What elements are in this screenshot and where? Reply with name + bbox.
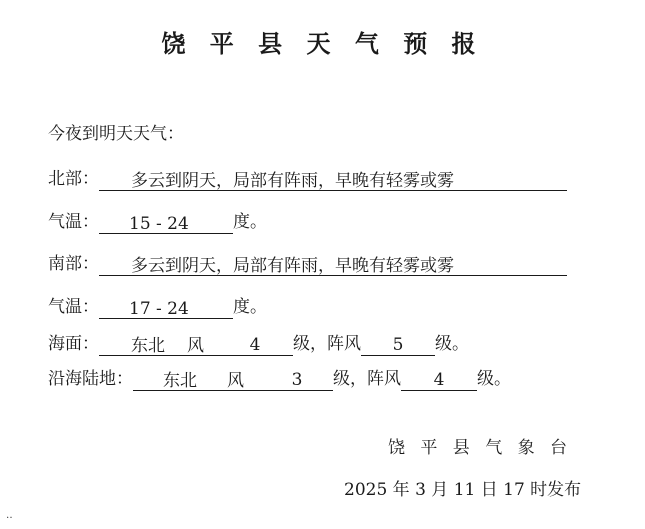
coast-wind-word: 风	[227, 371, 244, 391]
sea-direction-field	[99, 334, 217, 356]
north-temp-label: 气温：	[48, 212, 99, 232]
north-temp-field	[99, 212, 233, 234]
sea-wind-row	[48, 332, 469, 356]
south-temp-label: 气温：	[48, 297, 99, 317]
coast-end: 级。	[477, 369, 511, 389]
south-temp-unit: 度。	[233, 297, 267, 317]
sea-end: 级。	[435, 334, 469, 354]
north-forecast-row	[48, 167, 567, 191]
south-temp-field	[99, 297, 233, 319]
coast-label: 沿海陆地：	[48, 369, 133, 389]
sea-direction-text: 东北	[131, 336, 165, 356]
north-label: 北部：	[48, 169, 99, 189]
issue-date: 2025 年 3 月 11 日 17 时发布	[344, 480, 582, 500]
sea-level-field	[217, 333, 293, 356]
north-temp-value: 15 - 24	[129, 214, 189, 234]
coast-wind-row	[48, 367, 511, 391]
coast-level-word: 级，阵风	[333, 369, 401, 389]
coast-direction-text: 东北	[163, 371, 197, 391]
sea-label: 海面：	[48, 334, 99, 354]
issuer-signature: 饶 平 县 气 象 台	[388, 438, 573, 458]
coast-gust-field	[401, 368, 477, 391]
south-label: 南部：	[48, 254, 99, 274]
south-weather-field	[99, 254, 567, 276]
coast-direction-field	[133, 369, 261, 391]
north-weather-field	[99, 169, 567, 191]
south-forecast-row	[48, 252, 567, 276]
sea-gust-field	[361, 333, 435, 356]
coast-level-field	[261, 368, 333, 391]
sea-level-word: 级，阵风	[293, 334, 361, 354]
south-temp-value: 17 - 24	[129, 299, 189, 319]
south-temp-row	[48, 295, 267, 319]
north-temp-row	[48, 210, 267, 234]
intro-line: 今夜到明天天气：	[48, 124, 184, 144]
corner-mark: ‥	[6, 510, 13, 521]
sea-gust-value: 5	[392, 335, 404, 355]
north-weather-text: 多云到阴天，局部有阵雨，早晚有轻雾或雾	[131, 171, 454, 191]
page-title: 饶 平 县 天 气 预 报	[161, 30, 484, 58]
sea-level-value: 4	[249, 335, 261, 355]
coast-gust-value: 4	[433, 370, 445, 390]
coast-level-value: 3	[291, 370, 303, 390]
north-temp-unit: 度。	[233, 212, 267, 232]
sea-wind-word: 风	[187, 336, 204, 356]
south-weather-text: 多云到阴天，局部有阵雨，早晚有轻雾或雾	[131, 256, 454, 276]
